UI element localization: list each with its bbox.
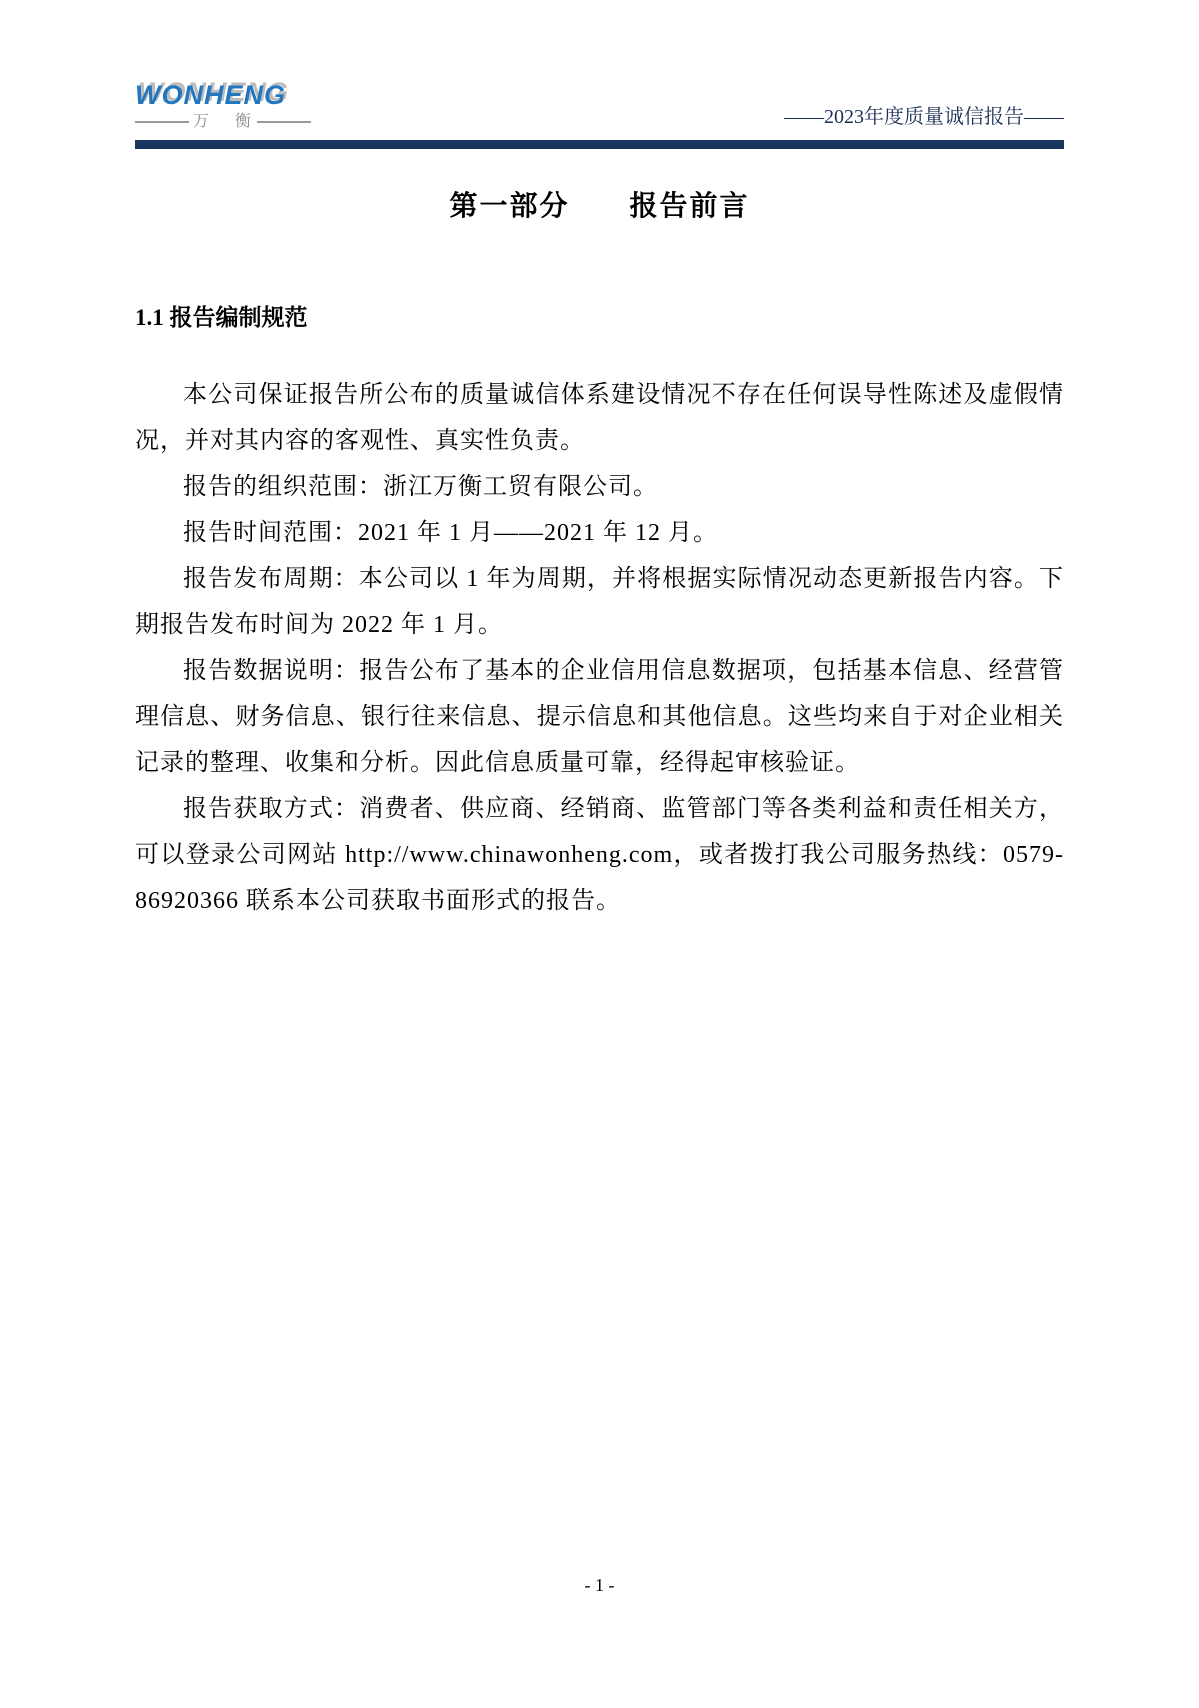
part-title: 第一部分 报告前言 (449, 191, 750, 222)
company-logo (135, 82, 311, 130)
logo-rule-left-icon (135, 121, 189, 123)
page-number: - 1 - (584, 1575, 615, 1595)
body-paragraph: 本公司保证报告所公布的质量诚信体系建设情况不存在任何误导性陈述及虚假情况，并对其内容的客观性、真实性负责。 (135, 382, 1064, 454)
body-paragraph: 报告时间范围：2021 年 1 月——2021 年 12 月。 (183, 520, 718, 546)
logo-chinese-name: 万 衡 (193, 113, 254, 130)
report-body (135, 372, 1064, 924)
section-heading: 1.1 报告编制规范 (135, 305, 308, 330)
logo-rule-right-icon (257, 121, 311, 123)
page-footer (0, 1575, 1199, 1596)
body-paragraph: 报告获取方式：消费者、供应商、经销商、监管部门等各类利益和责任相关方，可以登录公司网站 http://www.chinawonheng.com，或者拨打我公司服务热线：0579-86920366 联系本公司获取书面形式的报告。 (135, 796, 1064, 914)
body-paragraph: 报告发布周期：本公司以 1 年为周期，并将根据实际情况动态更新报告内容。下期报告发布时间为 2022 年 1 月。 (135, 566, 1064, 638)
report-year-header: ——2023年度质量诚信报告—— (784, 106, 1064, 128)
body-paragraph: 报告的组织范围：浙江万衡工贸有限公司。 (183, 474, 658, 500)
header-divider-bar (135, 140, 1064, 149)
page-header (135, 82, 1064, 130)
logo-wordmark: WONHENG (135, 80, 286, 110)
logo-subtitle (135, 114, 311, 130)
body-paragraph: 报告数据说明：报告公布了基本的企业信用信息数据项，包括基本信息、经营管理信息、财务信息、银行往来信息、提示信息和其他信息。这些均来自于对企业相关记录的整理、收集和分析。因此信息质量可靠，经得起审核验证。 (135, 658, 1064, 776)
